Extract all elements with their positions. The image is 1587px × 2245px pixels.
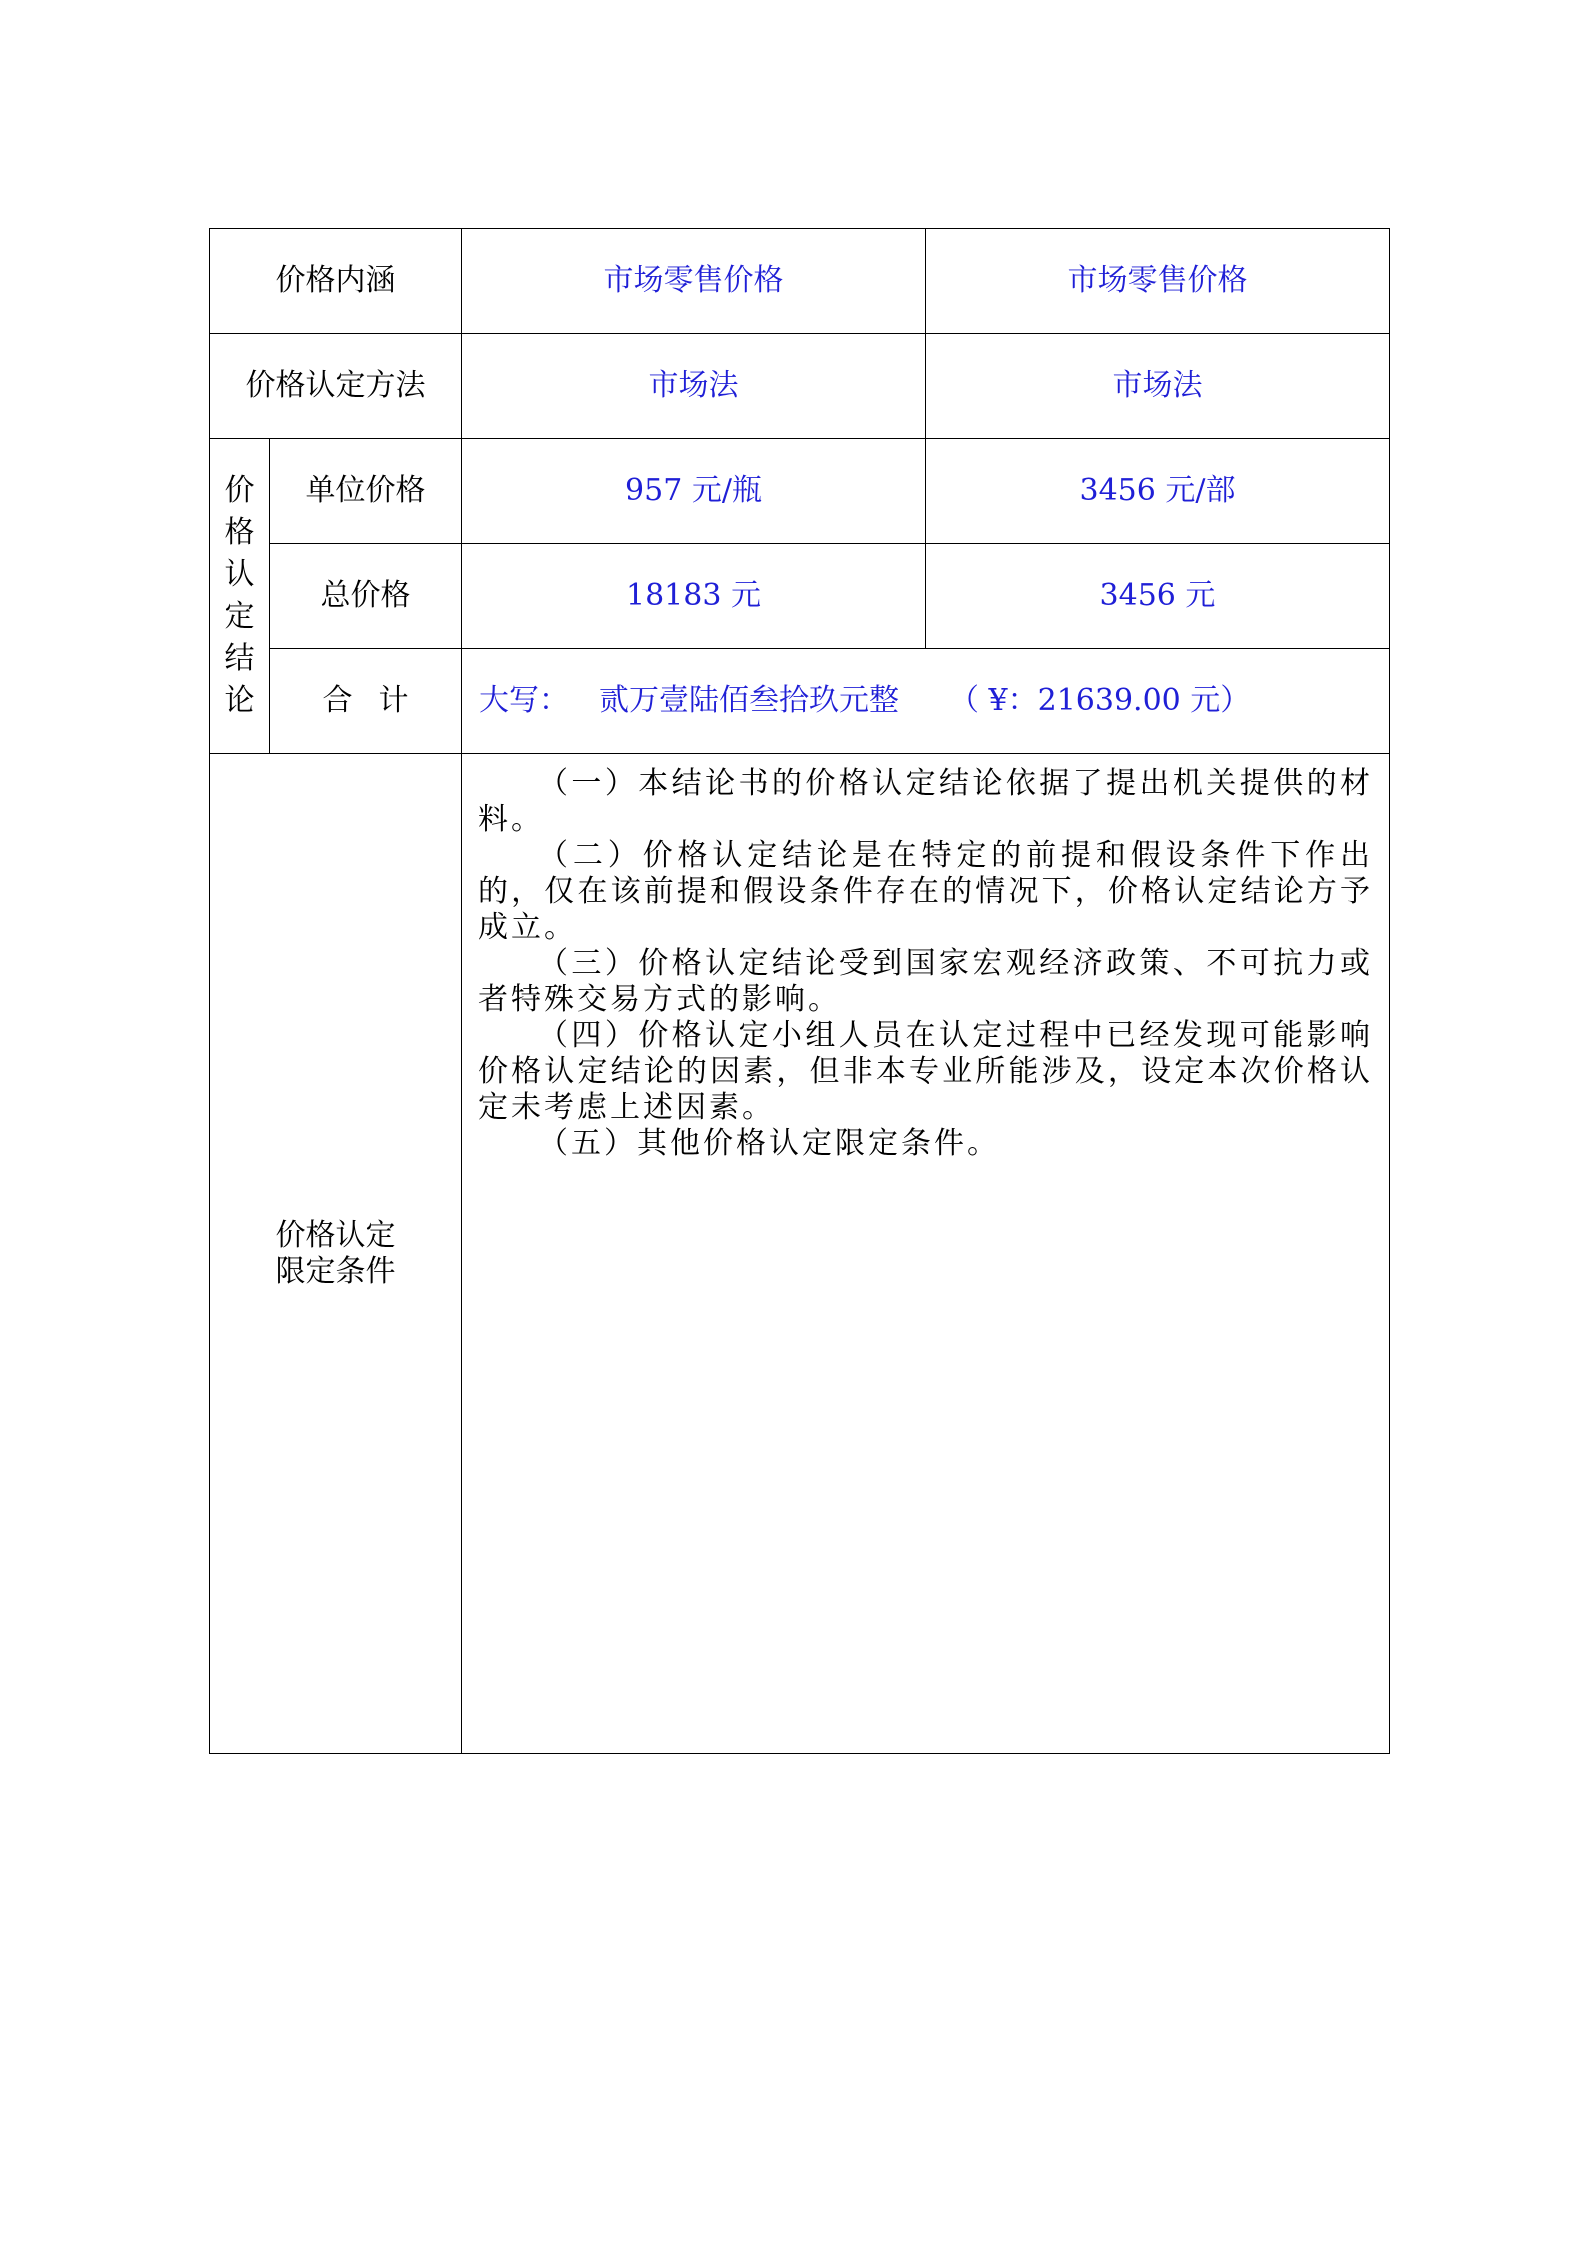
- condition-item-3: （三）价格认定结论受到国家宏观经济政策、不可抗力或者特殊交易方式的影响。: [478, 946, 1373, 1017]
- price-meaning-value-2: 市场零售价格: [926, 229, 1390, 334]
- unit-price-value-2: 3456 元/部: [926, 439, 1390, 544]
- total-price-value-2: 3456 元: [926, 544, 1390, 649]
- unit-price-value-1: 957 元/瓶: [462, 439, 926, 544]
- sum-capital-amount: 贰万壹陆佰叁拾玖元整: [599, 683, 899, 718]
- row-method: [210, 334, 1390, 439]
- conclusion-char: 论: [224, 683, 255, 718]
- conditions-body: [462, 754, 1390, 1754]
- conclusion-char: 认: [224, 557, 255, 592]
- sum-value: [462, 649, 1390, 754]
- unit-price-label: 单位价格: [270, 439, 462, 544]
- sum-label: 合计: [270, 649, 462, 754]
- conclusion-char: 价: [224, 473, 255, 508]
- price-determination-table: [209, 228, 1390, 1754]
- row-sum: [210, 649, 1390, 754]
- sum-numeric-amount: （ ¥：21639.00 元）: [949, 683, 1251, 718]
- conditions-label-line-2: 限定条件: [275, 1253, 396, 1289]
- price-meaning-value-1: 市场零售价格: [462, 229, 926, 334]
- method-value-1: 市场法: [462, 334, 926, 439]
- conclusion-char: 格: [224, 515, 255, 550]
- row-unit-price: [210, 439, 1390, 544]
- conclusion-char: 定: [224, 599, 255, 634]
- row-total-price: [210, 544, 1390, 649]
- total-price-value-1: 18183 元: [462, 544, 926, 649]
- conclusion-group-label: [210, 439, 270, 754]
- price-meaning-label: 价格内涵: [210, 229, 462, 334]
- row-price-meaning: [210, 229, 1390, 334]
- conclusion-char: 结: [224, 641, 255, 676]
- method-value-2: 市场法: [926, 334, 1390, 439]
- condition-item-5: （五）其他价格认定限定条件。: [538, 1126, 1000, 1161]
- conditions-label: [210, 754, 462, 1754]
- conditions-label-line-1: 价格认定: [275, 1217, 396, 1253]
- row-conditions: [210, 754, 1390, 1754]
- condition-item-1: （一）本结论书的价格认定结论依据了提出机关提供的材料。: [478, 766, 1373, 837]
- condition-item-2: （二）价格认定结论是在特定的前提和假设条件下作出的，仅在该前提和假设条件存在的情况下，价格认定结论方予成立。: [478, 838, 1373, 945]
- method-label: 价格认定方法: [210, 334, 462, 439]
- sum-capital-prefix: 大写：: [479, 683, 569, 718]
- condition-item-4: （四）价格认定小组人员在认定过程中已经发现可能影响价格认定结论的因素，但非本专业所能涉及，设定本次价格认定未考虑上述因素。: [478, 1018, 1373, 1125]
- total-price-label: 总价格: [270, 544, 462, 649]
